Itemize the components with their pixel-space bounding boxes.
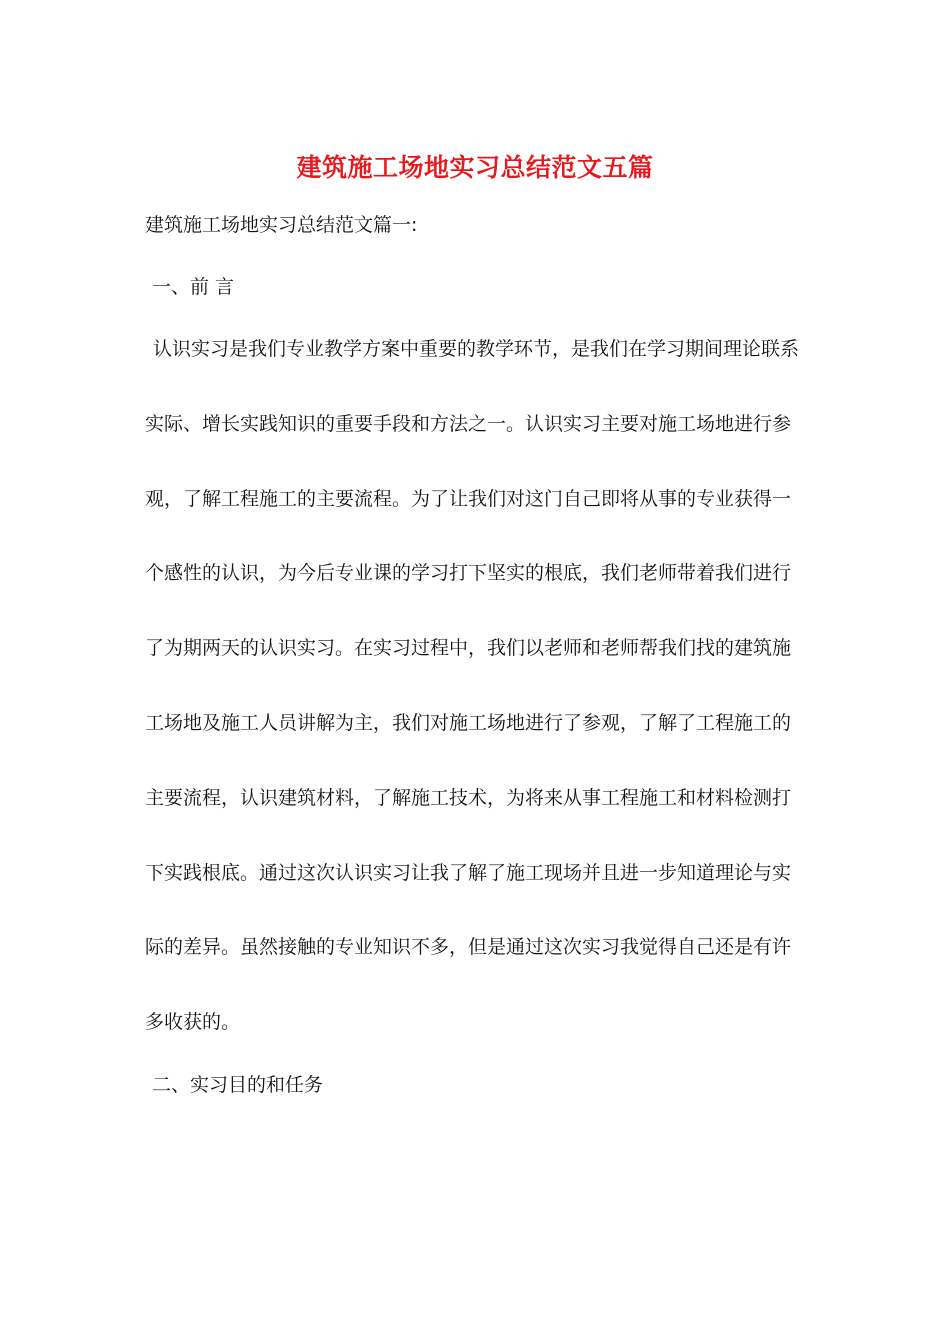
paragraph-line: 了为期两天的认识实习。在实习过程中，我们以老师和老师帮我们找的建筑施 — [145, 637, 792, 660]
paragraph-line: 认识实习是我们专业教学方案中重要的教学环节，是我们在学习期间理论联系 — [153, 338, 800, 360]
paragraph-line: 工场地及施工人员讲解为主，我们对施工场地进行了参观，了解了工程施工的 — [145, 711, 792, 734]
paragraph-line: 下实践根底。通过这次认识实习让我了解了施工现场并且进一步知道理论与实 — [145, 861, 792, 884]
heading-preface: 一、前 言 — [152, 276, 235, 298]
paragraph-line: 多收获的。 — [145, 1011, 241, 1034]
paragraph-line: 个感性的认识，为今后专业课的学习打下坚实的根底，我们老师带着我们进行 — [145, 562, 792, 585]
section-subtitle: 建筑施工场地实习总结范文篇一: — [145, 214, 418, 236]
paragraph-line: 实际、增长实践知识的重要手段和方法之一。认识实习主要对施工场地进行参 — [145, 412, 792, 435]
paragraph-line: 观，了解工程施工的主要流程。为了让我们对这门自己即将从事的专业获得一 — [145, 487, 792, 510]
paragraph-line: 主要流程，认识建筑材料，了解施工技术，为将来从事工程施工和材料检测打 — [145, 786, 792, 809]
heading-objectives: 二、实习目的和任务 — [152, 1074, 324, 1096]
preface-paragraph — [145, 335, 825, 1083]
paragraph-line: 际的差异。虽然接触的专业知识不多，但是通过这次实习我觉得自己还是有许 — [145, 936, 792, 959]
document-title: 建筑施工场地实习总结范文五篇 — [296, 153, 654, 182]
